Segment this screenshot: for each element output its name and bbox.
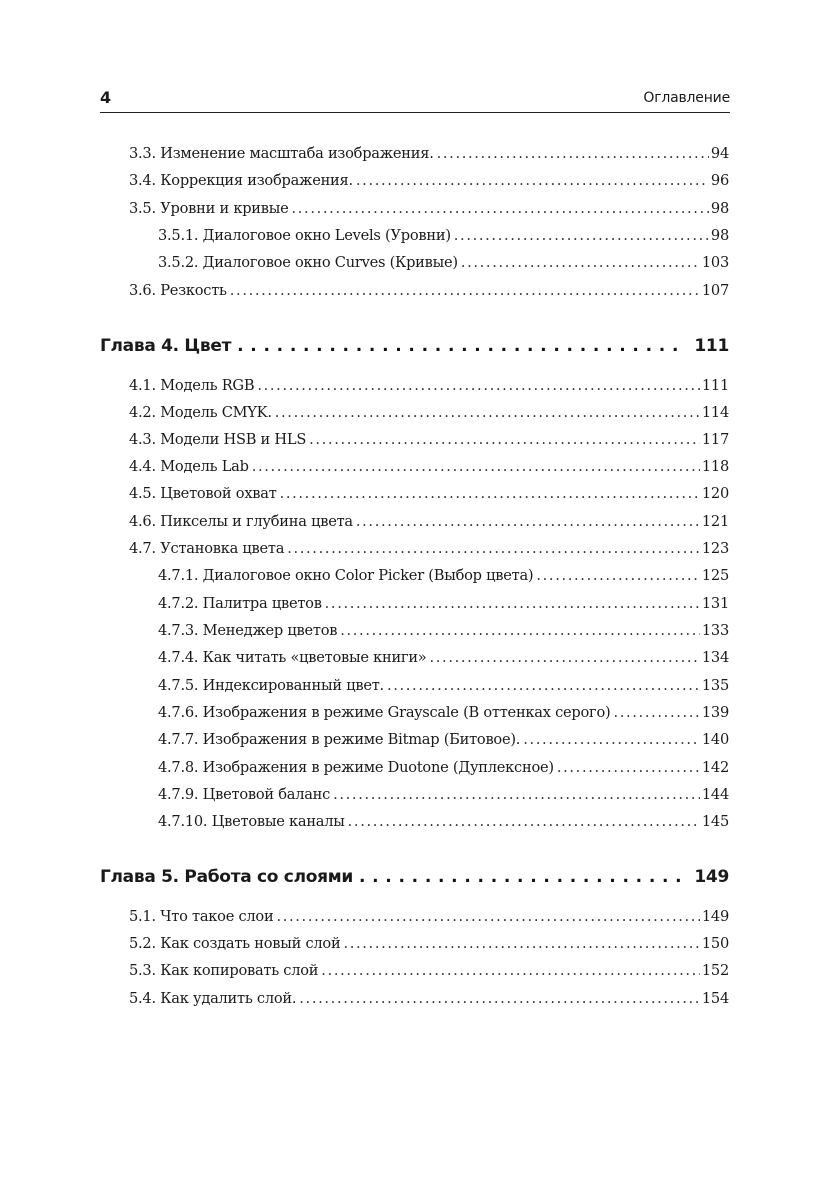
toc-entry-label: 4.5. Цветовой охват xyxy=(129,485,277,502)
toc-entry-page: 133 xyxy=(701,622,729,639)
toc-entry-page: 121 xyxy=(701,513,729,530)
toc-entry-label: 3.5.1. Диалоговое окно Levels (Уровни) xyxy=(158,227,451,244)
chapter-title: Глава 5. Работа со слоями xyxy=(100,867,353,887)
chapter-page: 149 xyxy=(694,867,729,887)
dot-leader xyxy=(348,813,700,830)
dot-leader xyxy=(613,704,699,721)
toc-subentry[interactable] xyxy=(158,813,729,830)
dot-leader xyxy=(252,458,700,475)
toc-entry[interactable] xyxy=(129,540,729,557)
dot-leader xyxy=(309,431,700,448)
toc-entry-label: 4.6. Пикселы и глубина цвета xyxy=(129,513,353,530)
dot-leader xyxy=(292,200,709,217)
chapter-title: Глава 4. Цвет xyxy=(100,336,232,356)
dot-leader xyxy=(230,282,700,299)
toc-entry-label: 5.3. Как копировать слой xyxy=(129,962,319,979)
toc-entry-label: 3.6. Резкость xyxy=(129,282,227,299)
toc-entry[interactable] xyxy=(129,282,729,299)
toc-subentry[interactable] xyxy=(158,731,729,748)
toc-entry-page: 140 xyxy=(701,731,729,748)
toc-entry-page: 111 xyxy=(701,377,729,394)
dot-leader xyxy=(429,649,699,666)
toc-entry-label: 5.1. Что такое слои xyxy=(129,908,274,925)
dot-leader xyxy=(299,990,700,1007)
toc-entry-page: 134 xyxy=(701,649,729,666)
toc-entry-label: 5.2. Как создать новый слой xyxy=(129,935,341,952)
toc-entry-page: 131 xyxy=(701,595,729,612)
toc-subentry[interactable] xyxy=(158,786,729,803)
toc-entry-label: 3.5. Уровни и кривые xyxy=(129,200,289,217)
toc-entry-page: 142 xyxy=(701,759,729,776)
toc-entry-label: 3.3. Изменение масштаба изображения. xyxy=(129,145,434,162)
page-number: 4 xyxy=(100,88,112,107)
toc-entry-page: 98 xyxy=(710,200,729,217)
dot-leader xyxy=(340,622,700,639)
dot-leader xyxy=(321,962,700,979)
toc-entry-page: 150 xyxy=(701,935,729,952)
toc-subentry[interactable] xyxy=(158,649,729,666)
toc-entry-label: 4.7.8. Изображения в режиме Duotone (Дуплексное) xyxy=(158,759,554,776)
toc-entry-page: 152 xyxy=(701,962,729,979)
dot-leader xyxy=(333,786,700,803)
toc-entry-label: 4.7.9. Цветовой баланс xyxy=(158,786,331,803)
dot-leader xyxy=(280,485,700,502)
toc-entry-label: 4.7.6. Изображения в режиме Grayscale (В оттенках серого) xyxy=(158,704,611,721)
dot-leader xyxy=(343,935,699,952)
toc-entry-page: 117 xyxy=(701,431,729,448)
toc-entry[interactable] xyxy=(129,200,729,217)
dot-leader xyxy=(359,867,684,887)
toc-entry-label: 4.3. Модели HSB и HLS xyxy=(129,431,307,448)
dot-leader xyxy=(523,731,700,748)
toc-subentry[interactable] xyxy=(158,254,729,271)
toc-entry[interactable] xyxy=(129,990,729,1007)
toc-entry-page: 94 xyxy=(710,145,729,162)
toc-entry-label: 3.4. Коррекция изображения. xyxy=(129,172,353,189)
toc-subentry[interactable] xyxy=(158,227,729,244)
toc-subentry[interactable] xyxy=(158,704,729,721)
toc-subentry[interactable] xyxy=(158,677,729,694)
toc-entry-label: 4.7. Установка цвета xyxy=(129,540,285,557)
toc-entry[interactable] xyxy=(129,404,729,421)
toc-entry-page: 149 xyxy=(701,908,729,925)
dot-leader xyxy=(536,567,700,584)
toc-entry-label: 4.7.2. Палитра цветов xyxy=(158,595,322,612)
toc-entry-page: 118 xyxy=(701,458,729,475)
toc-entry[interactable] xyxy=(129,513,729,530)
toc-entry-page: 123 xyxy=(701,540,729,557)
toc-chapter-4[interactable] xyxy=(100,336,729,356)
dot-leader xyxy=(287,540,700,557)
toc-entry-label: 4.1. Модель RGB xyxy=(129,377,255,394)
toc-entry-page: 114 xyxy=(701,404,729,421)
toc-entry-label: 3.5.2. Диалоговое окно Curves (Кривые) xyxy=(158,254,458,271)
toc-entry[interactable] xyxy=(129,431,729,448)
toc-entry-label: 4.4. Модель Lab xyxy=(129,458,249,475)
toc-subentry[interactable] xyxy=(158,622,729,639)
dot-leader xyxy=(557,759,700,776)
toc-entry-label: 4.7.5. Индексированный цвет. xyxy=(158,677,384,694)
toc-entry[interactable] xyxy=(129,935,729,952)
toc-entry-page: 103 xyxy=(701,254,729,271)
toc-entry-label: 4.2. Модель CMYK. xyxy=(129,404,272,421)
page-header xyxy=(100,86,730,113)
toc-entry-page: 120 xyxy=(701,485,729,502)
toc-entry[interactable] xyxy=(129,145,729,162)
dot-leader xyxy=(325,595,700,612)
toc-subentry[interactable] xyxy=(158,759,729,776)
toc-subentry[interactable] xyxy=(158,567,729,584)
toc-entry-label: 4.7.1. Диалоговое окно Color Picker (Выбор цвета) xyxy=(158,567,534,584)
running-title: Оглавление xyxy=(643,90,730,106)
toc-entry[interactable] xyxy=(129,908,729,925)
dot-leader xyxy=(437,145,709,162)
dot-leader xyxy=(237,336,684,356)
dot-leader xyxy=(461,254,700,271)
toc-entry[interactable] xyxy=(129,172,729,189)
dot-leader xyxy=(257,377,700,394)
toc-entry-page: 107 xyxy=(701,282,729,299)
chapter-page: 111 xyxy=(694,336,729,356)
dot-leader xyxy=(276,908,699,925)
toc-entry-page: 96 xyxy=(710,172,729,189)
toc-entry-page: 125 xyxy=(701,567,729,584)
dot-leader xyxy=(356,513,700,530)
toc-entry-page: 145 xyxy=(701,813,729,830)
toc-entry-label: 5.4. Как удалить слой. xyxy=(129,990,297,1007)
toc-entry-page: 98 xyxy=(710,227,729,244)
toc-chapter-5[interactable] xyxy=(100,867,729,887)
toc-entry[interactable] xyxy=(129,458,729,475)
toc-entry-page: 144 xyxy=(701,786,729,803)
toc-entry-label: 4.7.4. Как читать «цветовые книги» xyxy=(158,649,427,666)
toc-entry-label: 4.7.3. Менеджер цветов xyxy=(158,622,338,639)
toc-entry-label: 4.7.7. Изображения в режиме Bitmap (Битовое). xyxy=(158,731,521,748)
dot-leader xyxy=(356,172,709,189)
toc-entry[interactable] xyxy=(129,962,729,979)
toc-entry[interactable] xyxy=(129,485,729,502)
toc-entry-label: 4.7.10. Цветовые каналы xyxy=(158,813,345,830)
toc-subentry[interactable] xyxy=(158,595,729,612)
dot-leader xyxy=(454,227,709,244)
dot-leader xyxy=(275,404,700,421)
dot-leader xyxy=(387,677,700,694)
toc-entry-page: 135 xyxy=(701,677,729,694)
toc-entry[interactable] xyxy=(129,377,729,394)
toc-entry-page: 139 xyxy=(701,704,729,721)
toc-entry-page: 154 xyxy=(701,990,729,1007)
